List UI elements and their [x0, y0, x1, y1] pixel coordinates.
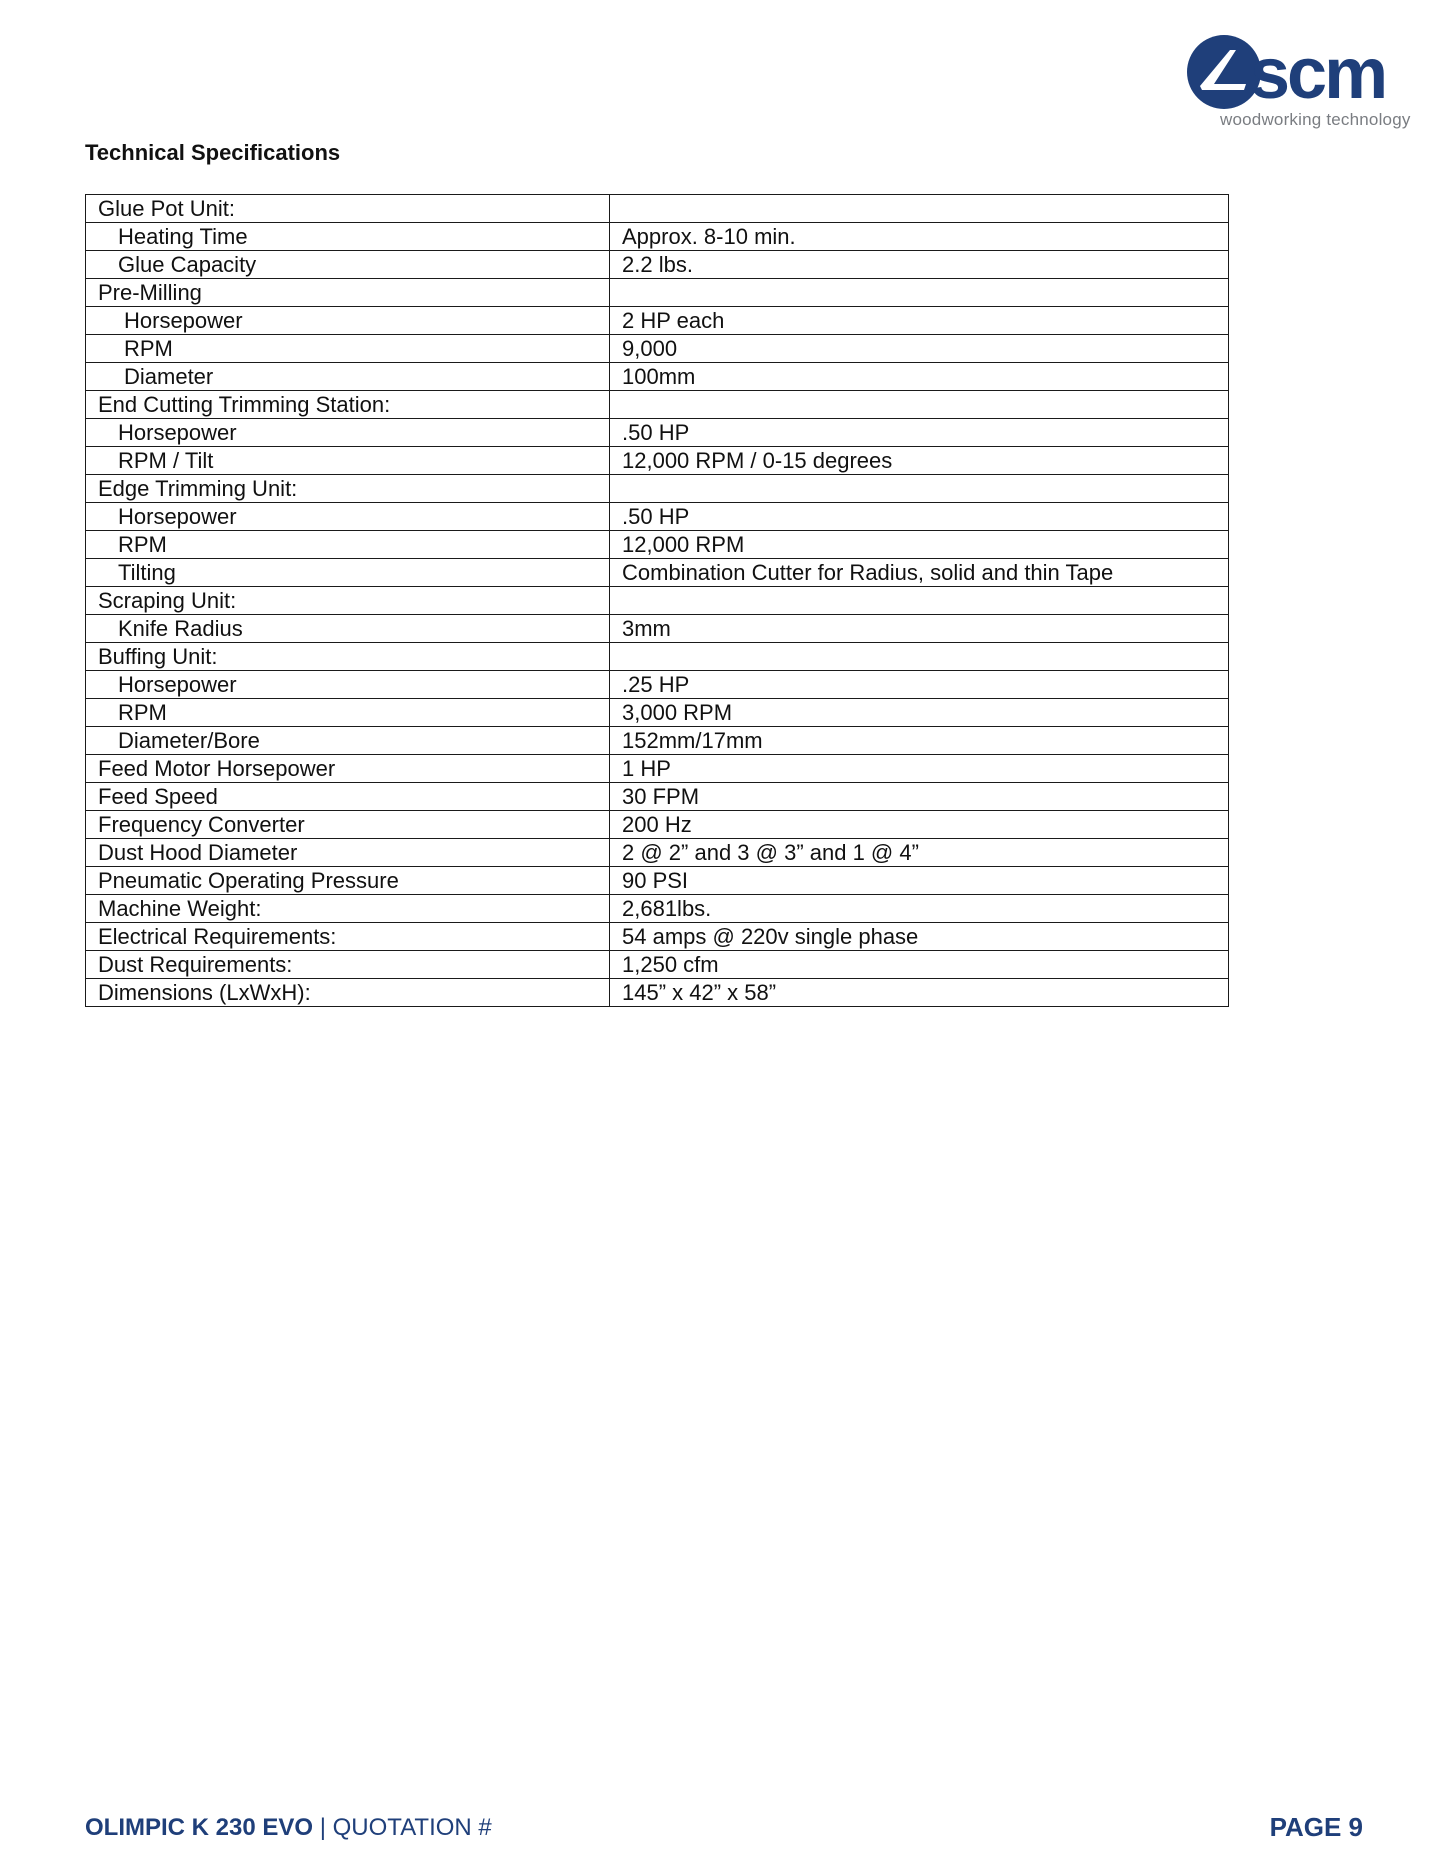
spec-table-body — [86, 195, 1229, 1007]
spec-value: 3mm — [610, 615, 1229, 643]
spec-value: 2 @ 2” and 3 @ 3” and 1 @ 4” — [610, 839, 1229, 867]
table-row — [86, 727, 1229, 755]
spec-value: 3,000 RPM — [610, 699, 1229, 727]
spec-value: .25 HP — [610, 671, 1229, 699]
spec-label: RPM — [86, 531, 610, 559]
logo-wordmark: scm — [1250, 34, 1386, 112]
table-row — [86, 391, 1229, 419]
footer-quotation: QUOTATION # — [332, 1814, 492, 1841]
table-row — [86, 223, 1229, 251]
spec-label: Scraping Unit: — [86, 587, 610, 615]
spec-value: 1 HP — [610, 755, 1229, 783]
table-row — [86, 643, 1229, 671]
spec-table — [85, 194, 1229, 1007]
table-row — [86, 503, 1229, 531]
spec-value: 145” x 42” x 58” — [610, 979, 1229, 1007]
spec-label: Pre-Milling — [86, 279, 610, 307]
spec-value — [610, 643, 1229, 671]
logo-tagline: woodworking technology — [1220, 110, 1411, 129]
spec-label: Tilting — [86, 559, 610, 587]
spec-value: 2 HP each — [610, 307, 1229, 335]
spec-value: 2,681lbs. — [610, 895, 1229, 923]
spec-label: Glue Pot Unit: — [86, 195, 610, 223]
spec-value — [610, 475, 1229, 503]
spec-label: RPM / Tilt — [86, 447, 610, 475]
spec-label: Edge Trimming Unit: — [86, 475, 610, 503]
spec-value: 54 amps @ 220v single phase — [610, 923, 1229, 951]
spec-label: Feed Speed — [86, 783, 610, 811]
scm-swoosh-icon — [1186, 34, 1420, 112]
table-row — [86, 867, 1229, 895]
page-title: Technical Specifications — [85, 140, 341, 165]
table-row — [86, 307, 1229, 335]
spec-value — [610, 195, 1229, 223]
spec-label: Electrical Requirements: — [86, 923, 610, 951]
spec-value: Approx. 8-10 min. — [610, 223, 1229, 251]
footer-model-name: OLIMPIC K 230 EVO — [85, 1814, 314, 1841]
spec-value: 12,000 RPM / 0-15 degrees — [610, 447, 1229, 475]
spec-value: Combination Cutter for Radius, solid and thin Tape — [610, 559, 1229, 587]
spec-label: Pneumatic Operating Pressure — [86, 867, 610, 895]
table-row — [86, 335, 1229, 363]
spec-label: Horsepower — [86, 307, 610, 335]
spec-value: 9,000 — [610, 335, 1229, 363]
spec-value: 90 PSI — [610, 867, 1229, 895]
spec-value: 2.2 lbs. — [610, 251, 1229, 279]
table-row — [86, 811, 1229, 839]
scm-logo — [1186, 34, 1420, 136]
table-row — [86, 671, 1229, 699]
spec-label: RPM — [86, 335, 610, 363]
spec-label: Horsepower — [86, 671, 610, 699]
spec-label: Buffing Unit: — [86, 643, 610, 671]
spec-label: Dust Requirements: — [86, 951, 610, 979]
spec-value: 12,000 RPM — [610, 531, 1229, 559]
table-row — [86, 559, 1229, 587]
spec-value: .50 HP — [610, 503, 1229, 531]
spec-label: Knife Radius — [86, 615, 610, 643]
table-row — [86, 895, 1229, 923]
table-row — [86, 923, 1229, 951]
table-row — [86, 475, 1229, 503]
table-row — [86, 979, 1229, 1007]
spec-label: Horsepower — [86, 419, 610, 447]
table-row — [86, 279, 1229, 307]
spec-value — [610, 391, 1229, 419]
spec-value: 100mm — [610, 363, 1229, 391]
spec-label: Frequency Converter — [86, 811, 610, 839]
spec-label: Heating Time — [86, 223, 610, 251]
spec-value: .50 HP — [610, 419, 1229, 447]
table-row — [86, 951, 1229, 979]
footer-model — [85, 1814, 492, 1842]
spec-value — [610, 279, 1229, 307]
spec-label: Machine Weight: — [86, 895, 610, 923]
spec-label: End Cutting Trimming Station: — [86, 391, 610, 419]
spec-label: Diameter/Bore — [86, 727, 610, 755]
spec-label: Diameter — [86, 363, 610, 391]
table-row — [86, 839, 1229, 867]
spec-label: Dimensions (LxWxH): — [86, 979, 610, 1007]
spec-value: 1,250 cfm — [610, 951, 1229, 979]
spec-value — [610, 587, 1229, 615]
table-row — [86, 363, 1229, 391]
spec-label: Dust Hood Diameter — [86, 839, 610, 867]
table-row — [86, 531, 1229, 559]
table-row — [86, 251, 1229, 279]
table-row — [86, 615, 1229, 643]
spec-label: Glue Capacity — [86, 251, 610, 279]
table-row — [86, 755, 1229, 783]
table-row — [86, 195, 1229, 223]
table-row — [86, 699, 1229, 727]
footer-page-number: PAGE 9 — [1269, 1812, 1363, 1842]
spec-value: 200 Hz — [610, 811, 1229, 839]
spec-label: RPM — [86, 699, 610, 727]
spec-label: Feed Motor Horsepower — [86, 755, 610, 783]
table-row — [86, 783, 1229, 811]
spec-label: Horsepower — [86, 503, 610, 531]
footer-separator: | — [313, 1814, 333, 1841]
spec-value: 152mm/17mm — [610, 727, 1229, 755]
table-row — [86, 447, 1229, 475]
table-row — [86, 419, 1229, 447]
spec-value: 30 FPM — [610, 783, 1229, 811]
table-row — [86, 587, 1229, 615]
